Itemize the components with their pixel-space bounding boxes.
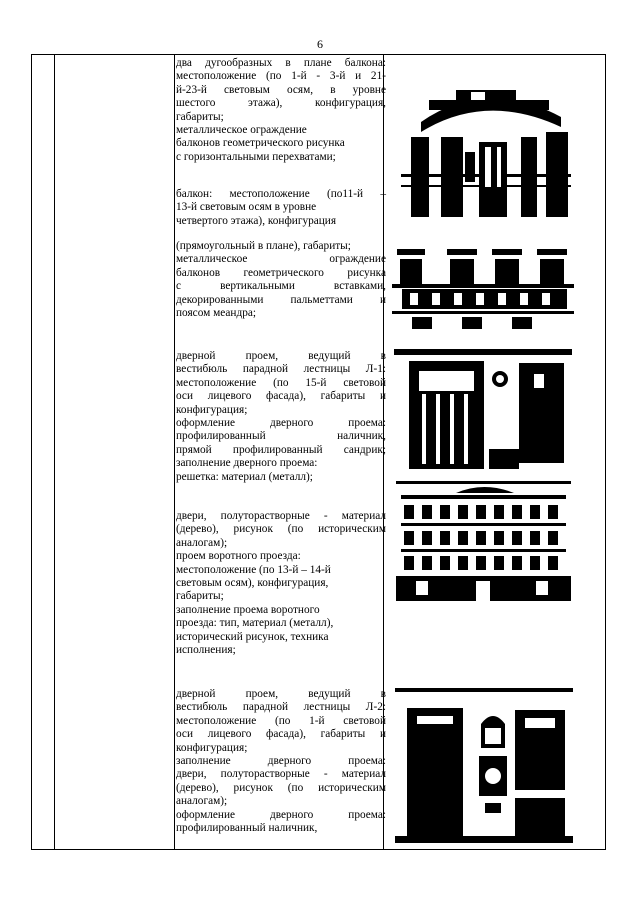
table-border-right xyxy=(605,54,606,850)
entry-door-l2: дверной проем, ведущий в вестибюль парадной лестницы Л-2: местоположение (по 1-й световой оси лицевого фасада), габариты и конфигурация; заполнение дверного проема: двери, полуторастворные - материал (дерево), рисунок (по историческим аналогам); оформление дверного проема: профилированный наличник, xyxy=(176,688,386,835)
page-number: 6 xyxy=(317,37,323,51)
table-column-divider-2 xyxy=(174,54,175,850)
entry-balcony-railing: (прямоугольный в плане), габариты; металлическое ограждение балконов геометрического рисунка с вертикальными вставками, декорированными пальметтами и поясом меандра; xyxy=(176,240,386,320)
photo-building-facade xyxy=(396,481,571,601)
photo-door-l1 xyxy=(394,349,572,469)
table-border-left xyxy=(31,54,32,850)
balcony-palmette-image xyxy=(392,239,574,329)
balcony-geometric-image xyxy=(401,82,571,217)
table-border-bottom xyxy=(31,849,606,850)
photo-door-l2 xyxy=(395,688,573,843)
table-column-divider-1 xyxy=(54,54,55,850)
table-border-top xyxy=(31,54,606,55)
building-facade-image xyxy=(396,481,571,601)
entry-door-l1: дверной проем, ведущий в вестибюль парадной лестницы Л-1: местоположение (по 15-й световой оси лицевого фасада), габариты и конфигурация; оформление дверного проема: профилированный наличник, прямой профилированный сандрик; заполнение дверного проема: решетка: материал (металл); xyxy=(176,350,386,483)
entry-balconies-sixth-floor: два дугообразных в плане балкона: местоположение (по 1-й - 3-й и 21- й-23-й световым осям, в уровне шестого этажа), конфигурация, габариты; металлическое ограждение балконов геометрического рисунка с горизонтальными перехватами; xyxy=(176,57,386,163)
entry-balcony-fourth-floor: балкон: местоположение (по11-й – 13-й световым осям в уровне четвертого этажа), конфигурация xyxy=(176,188,386,227)
photo-balcony-geometric xyxy=(401,82,571,217)
entry-doors-gate: двери, полуторастворные - материал (дерево), рисунок (по историческим аналогам); проем воротного проезда: местоположение (по 13-й – 14-й световым осям), конфигурация, габариты; заполнение проема воротного проезда: тип, материал (металл), исторический рисунок, техника исполнения; xyxy=(176,510,386,657)
door-l2-image xyxy=(395,688,573,843)
door-l1-image xyxy=(394,349,572,469)
photo-balcony-palmette xyxy=(392,239,574,329)
